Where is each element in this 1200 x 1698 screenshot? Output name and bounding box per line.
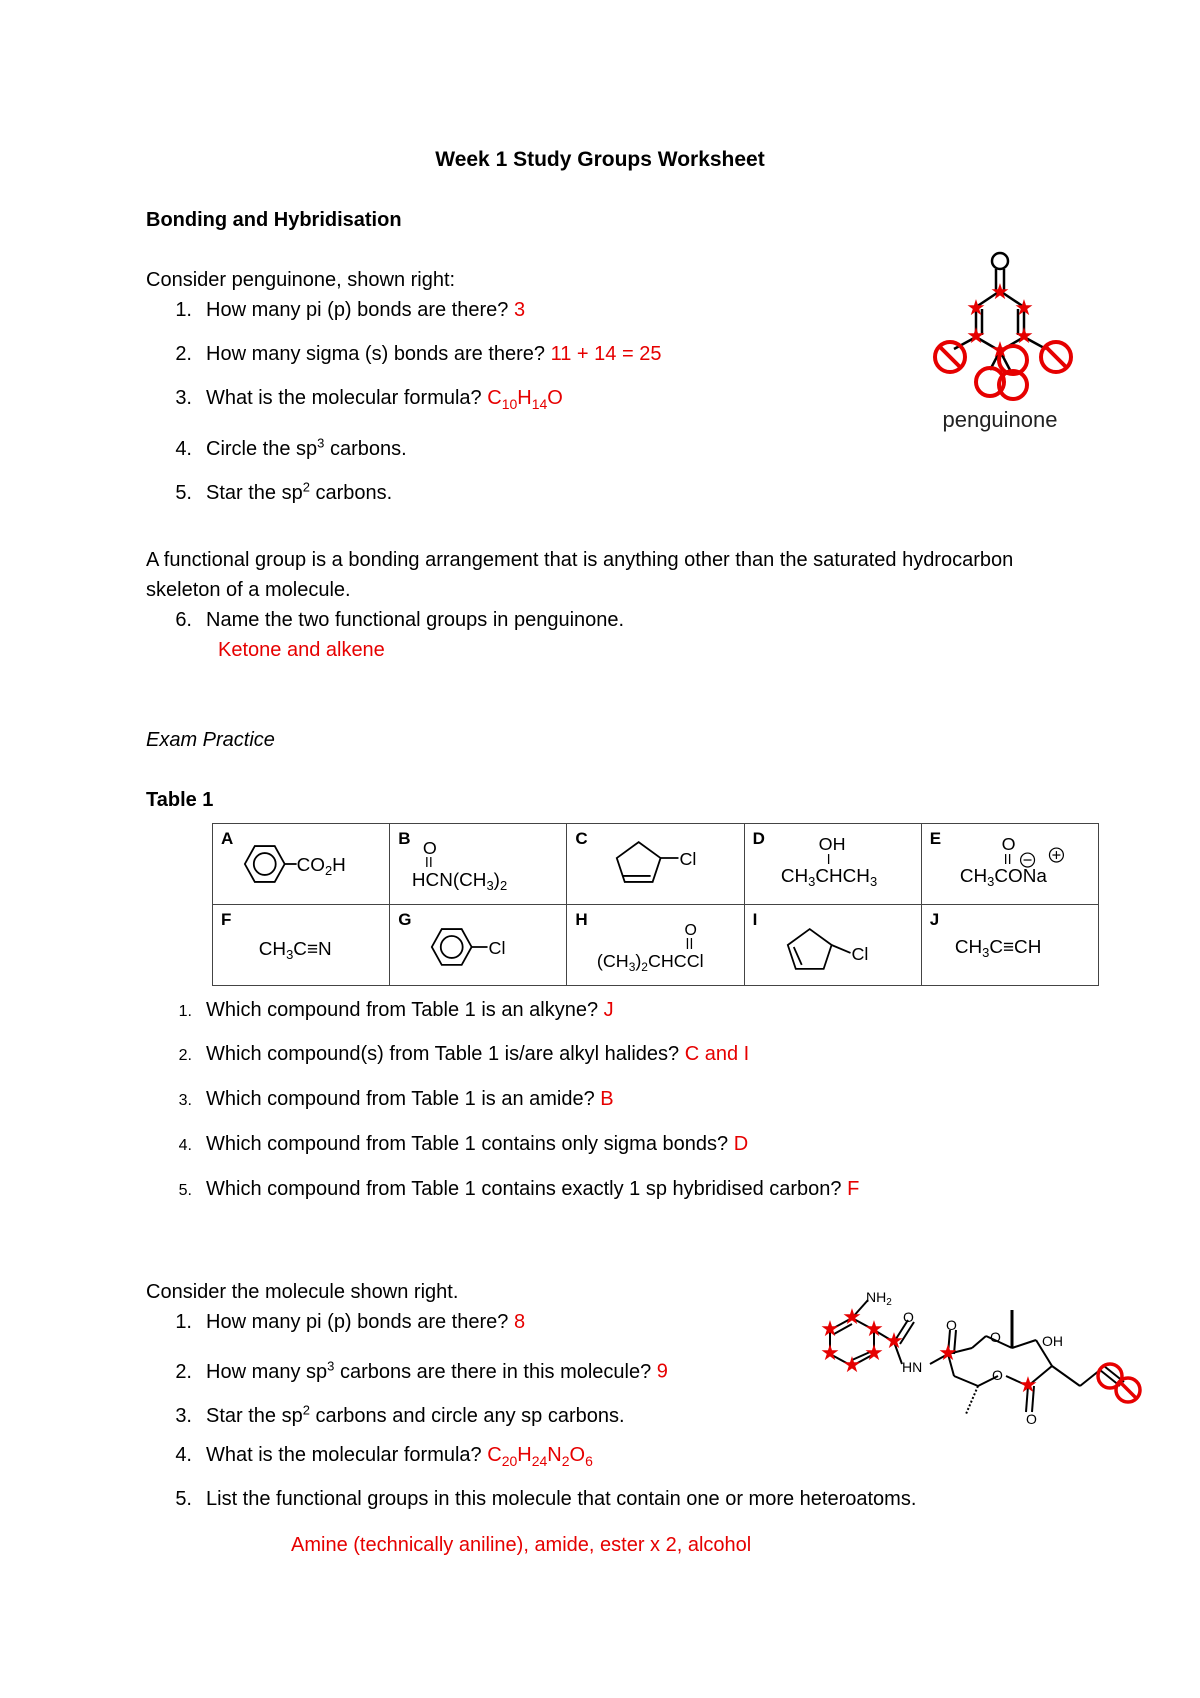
svg-text:★: ★ xyxy=(864,1317,884,1342)
svg-text:★: ★ xyxy=(1014,324,1034,349)
svg-text:OH: OH xyxy=(818,834,846,855)
isopropanol-structure xyxy=(745,824,921,904)
chlorobenzene-structure xyxy=(390,905,566,985)
svg-text:(CH3)2CHCCl: $(CH_3)_2CHCCl$ xyxy=(597,950,705,974)
compound-cell-c: C Cl xyxy=(567,824,744,905)
answer-formula: $C_{20}H_{24}N_2O_6$ xyxy=(487,1444,593,1469)
table-title: Table 1 xyxy=(146,789,214,811)
s3-question-5: 5. List the functional groups in this molecule that contain one or more heteroatoms. xyxy=(175,1488,917,1510)
svg-text:Cl: Cl xyxy=(851,943,868,964)
exam-question-4: 4. Which compound from Table 1 contains only sigma bonds? D xyxy=(178,1133,749,1155)
svg-text:★: ★ xyxy=(1014,296,1034,321)
svg-text:★: ★ xyxy=(966,324,986,349)
s3-question-2: 2. How many $sp^3$ carbons are there in this molecule? 9 xyxy=(175,1358,668,1383)
compound-cell-e: E O $CH_3CONa$ xyxy=(921,824,1098,905)
svg-text:★: ★ xyxy=(938,1341,958,1366)
dimethylformamide-structure xyxy=(390,824,566,904)
chlorocyclopentene-structure xyxy=(567,824,743,904)
s1-question-6: 6. Name the two functional groups in penguinone. xyxy=(175,609,625,631)
answer: 11 + 14 = 25 xyxy=(550,343,662,365)
s3-question-3: 3. Star the $sp^2$ carbons and circle any sp carbons. xyxy=(175,1402,625,1427)
svg-text:CO2H: $CO_2H$ xyxy=(296,854,346,878)
svg-text:CH3C≡N: $CH_3C\equiv N$ xyxy=(258,938,332,962)
svg-text:O: O xyxy=(423,838,437,859)
svg-text:O: O xyxy=(1026,1411,1037,1427)
s1-question-3: 3. What is the molecular formula? $C_{10}H_{14}O$ xyxy=(175,387,563,412)
svg-text:OH: OH xyxy=(1042,1333,1063,1349)
penguinone-structure xyxy=(910,245,1080,435)
exam-question-1: 1. Which compound from Table 1 is an alkyne? J xyxy=(178,999,614,1021)
propyne-structure xyxy=(922,905,1098,985)
s3-question-4: 4. What is the molecular formula? $C_{20}H_{24}N_2O_6$ xyxy=(175,1444,593,1469)
s1-question-2: 2. How many sigma (s) bonds are there? 11 + 14 = 25 xyxy=(175,343,662,365)
compound-cell-j: J $CH_3C\equiv CH$ xyxy=(921,905,1098,986)
s1-question-4: 4. Circle the $sp^3$ carbons. xyxy=(175,435,407,460)
section-heading-bonding: Bonding and Hybridisation xyxy=(146,209,402,231)
svg-text:★: ★ xyxy=(842,1305,862,1330)
svg-text:★: ★ xyxy=(820,1341,840,1366)
svg-text:★: ★ xyxy=(864,1341,884,1366)
svg-text:HCN(CH3)2: $HCN(CH_3)_2$ xyxy=(412,869,508,893)
svg-text:Cl: Cl xyxy=(679,848,697,869)
svg-text:★: ★ xyxy=(1018,1373,1038,1398)
answer: 3 xyxy=(513,299,526,321)
compound-cell-g: G Cl xyxy=(390,905,567,986)
compound-cell-b: B O $HCN(CH_3)_2$ xyxy=(390,824,567,905)
compound-cell-d: D OH $CH_3CHCH_3$ xyxy=(744,824,921,905)
acid-chloride-structure xyxy=(567,905,743,985)
s3-question-1: 1. How many pi (p) bonds are there? 8 xyxy=(175,1311,526,1333)
svg-text:O: O xyxy=(1001,834,1016,855)
svg-text:NH2: $NH_2$ xyxy=(866,1290,892,1308)
svg-text:★: ★ xyxy=(990,280,1010,305)
exam-question-3: 3. Which compound from Table 1 is an amide? B xyxy=(178,1088,614,1110)
sodium-acetate-structure xyxy=(922,824,1098,904)
svg-text:★: ★ xyxy=(884,1329,904,1354)
svg-text:CH3CONa: $CH_3CONa$ xyxy=(959,865,1047,889)
svg-text:HN: HN xyxy=(902,1359,923,1375)
compound-cell-h: H O $(CH_3)_2CHCCl$ xyxy=(567,905,744,986)
svg-text:CH3CHCH3: $CH_3CHCH_3$ xyxy=(780,865,877,889)
compound-table xyxy=(212,823,1099,986)
s1-question-1: 1. How many pi (p) bonds are there? 3 xyxy=(175,299,526,321)
final-answer: Amine (technically aniline), amide, ester x 2, alcohol xyxy=(291,1534,752,1556)
section1-intro: Consider penguinone, shown right: xyxy=(146,269,456,291)
functional-group-paragraph: A functional group is a bonding arrangement that is anything other than the saturated hydrocarbon skeleton of a molecule. xyxy=(146,549,1014,601)
benzoic-acid-structure xyxy=(213,824,389,904)
svg-text:O: O xyxy=(684,922,698,940)
molecule-label: penguinone xyxy=(942,407,1058,432)
compound-cell-f: F $CH_3C\equiv N$ xyxy=(213,905,390,986)
svg-text:Cl: Cl xyxy=(488,937,506,958)
q6-answer: Ketone and alkene xyxy=(218,639,385,661)
chlorocyclopentene-isomer-structure xyxy=(745,905,921,985)
s1-question-5: 5. Star the $sp^2$ carbons. xyxy=(175,479,393,504)
svg-text:★: ★ xyxy=(842,1353,862,1378)
svg-text:O: O xyxy=(946,1317,957,1333)
svg-text:O: O xyxy=(990,1329,1001,1345)
svg-text:CH3C≡CH: $CH_3C\equiv CH$ xyxy=(954,936,1042,960)
exam-question-5: 5. Which compound from Table 1 contains exactly 1 sp hybridised carbon? F xyxy=(178,1178,860,1200)
page-title: Week 1 Study Groups Worksheet xyxy=(435,148,765,171)
exam-practice-heading: Exam Practice xyxy=(146,729,275,751)
svg-text:★: ★ xyxy=(990,338,1010,363)
exam-question-2: 2. Which compound(s) from Table 1 is/are alkyl halides? C and I xyxy=(178,1043,750,1065)
svg-text:★: ★ xyxy=(966,296,986,321)
acetonitrile-structure xyxy=(213,905,389,985)
macrolide-structure xyxy=(790,1290,1145,1460)
svg-text:O: O xyxy=(992,1367,1003,1383)
svg-text:★: ★ xyxy=(820,1317,840,1342)
svg-text:O: O xyxy=(903,1309,914,1325)
compound-cell-i: I Cl xyxy=(744,905,921,986)
compound-cell-a: A $CO_2H$ xyxy=(213,824,390,905)
answer-formula: $C_{10}H_{14}O$ xyxy=(487,387,563,412)
section3-intro: Consider the molecule shown right. xyxy=(146,1281,459,1303)
